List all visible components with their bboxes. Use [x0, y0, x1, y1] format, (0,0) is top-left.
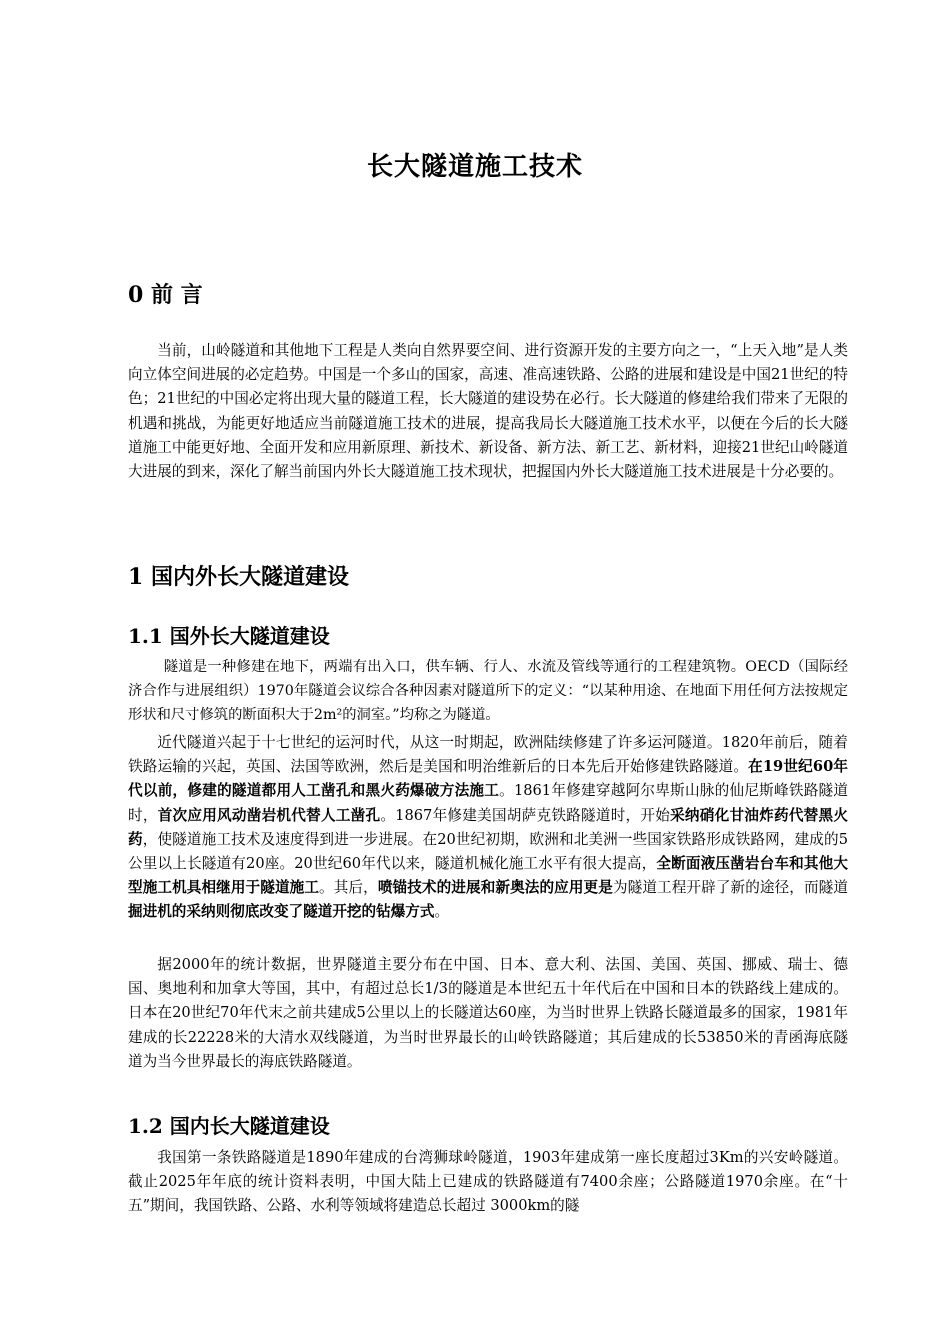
text-run: ，使隧道施工技术及速度得到进一步进展。在20世纪初期，欧洲和北美洲一些国家铁路形成铁路网，建成的5公里以上长隧道有20座。20世纪60年代以来，隧道机械化施工水平有很大提高， — [128, 830, 848, 873]
text-run: 。其后， — [319, 879, 378, 897]
text-run: 。1861年修建穿越阿尔卑斯山脉的仙尼斯峰铁路隧道时， — [128, 782, 848, 824]
emphasis-shotcrete-natm: 喷锚技术的进展和新奥法的应用更是 — [377, 879, 613, 897]
heading-section-1-1: 1.1 国外长大隧道建设 — [128, 624, 330, 648]
emphasis-nitroglycerin: 采纳硝化甘油炸药代替黑火药 — [128, 806, 848, 848]
heading-preface: 0 前 言 — [128, 282, 203, 308]
emphasis-pneumatic-drill: 首次应用风动凿岩机代替人工凿孔 — [157, 806, 381, 824]
heading-section-1: 1 国内外长大隧道建设 — [128, 564, 349, 590]
paragraph-domestic-tunnels: 我国第一条铁路隧道是1890年建成的台湾狮球岭隧道，1903年建成第一座长度超过3Km的兴安岭隧道。截止2025年年底的统计资料表明，中国大陆上已建成的铁路隧道有7400余座；公路隧道1970余座。在“十五”期间，我国铁路、公路、水利等领域将建造总长超过 3000km的隧 — [128, 1149, 848, 1215]
paragraph-preface: 当前，山岭隧道和其他地下工程是人类向自然界要空间、进行资源开发的主要方向之一，“上天入地”是人类向立体空间进展的必定趋势。中国是一个多山的国家，高速、准高速铁路、公路的进展和建设是中国21世纪的特色；21世纪的中国必定将出现大量的隧道工程，长大隧道的建设势在必行。长大隧道的修建给我们带来了无限的机遇和挑战，为能更好地适应当前隧道施工技术的进展，提高我局长大隧道施工技术水平，以便在今后的长大隧道施工中能更好地、全面开发和应用新原理、新技术、新设备、新方法、新工艺、新材料，迎接21世纪山岭隧道大进展的到来，深化了解当前国内外长大隧道施工技术现状，把握国内外长大隧道施工技术进展是十分必要的。 — [128, 342, 848, 481]
text-run: 近代隧道兴起于十七世纪的运河时代，从这一时期起，欧洲陆续修建了许多运河隧道。1820年前后，随着铁路运输的兴起，英国、法国等欧洲，然后是美国和明治维新后的日本先后开始修建铁路隧道。 — [128, 734, 848, 776]
emphasis-drill-jumbo: 全断面液压凿岩台车和其他大型施工机具相继用于隧道施工 — [128, 855, 848, 897]
text-run: 。1867年修建美国胡萨克铁路隧道时，开始 — [380, 806, 671, 824]
emphasis-tbm: 掘进机的采纳则彻底改变了隧道开挖的钻爆方式 — [128, 903, 435, 921]
document-title: 长大隧道施工技术 — [366, 152, 583, 182]
paragraph-world-statistics: 据2000年的统计数据，世界隧道主要分布在中国、日本、意大利、法国、美国、英国、挪威、瑞士、德国、奥地利和加拿大等国，其中，有超过总长1/3的隧道是本世纪五十年代后在中国和日本的铁路线上建成的。日本在20世纪70年代末之前共建成5公里以上的长隧道达60座，为当时世界上铁路长隧道最多的国家，1981年建成的长22228米的大清水双线隧道，为当时世界最长的山岭铁路隧道；其后建成的长53850米的青函海底隧道为当今世界最长的海底铁路隧道。 — [128, 956, 848, 1070]
text-run: 为隧道工程开辟了新的途径，而隧道 — [612, 879, 848, 897]
paragraph-tunnel-definition: 隧道是一种修建在地下，两端有出入口，供车辆、行人、水流及管线等通行的工程建筑物。OECD（国际经济合作与进展组织）1970年隧道会议综合各种因素对隧道所下的定义：“以某种用途、在地面下用任何方法按规定形状和尺寸修筑的断面积大于2m²的洞室。”均称之为隧道。 — [128, 659, 848, 724]
emphasis-manual-drilling: 在19世纪60年代以前，修建的隧道都用人工凿孔和黑火药爆破方法施工 — [128, 758, 848, 800]
paragraph-tunnel-history — [128, 731, 848, 925]
text-run: 。 — [434, 903, 450, 921]
heading-section-1-2: 1.2 国内长大隧道建设 — [128, 1114, 330, 1138]
